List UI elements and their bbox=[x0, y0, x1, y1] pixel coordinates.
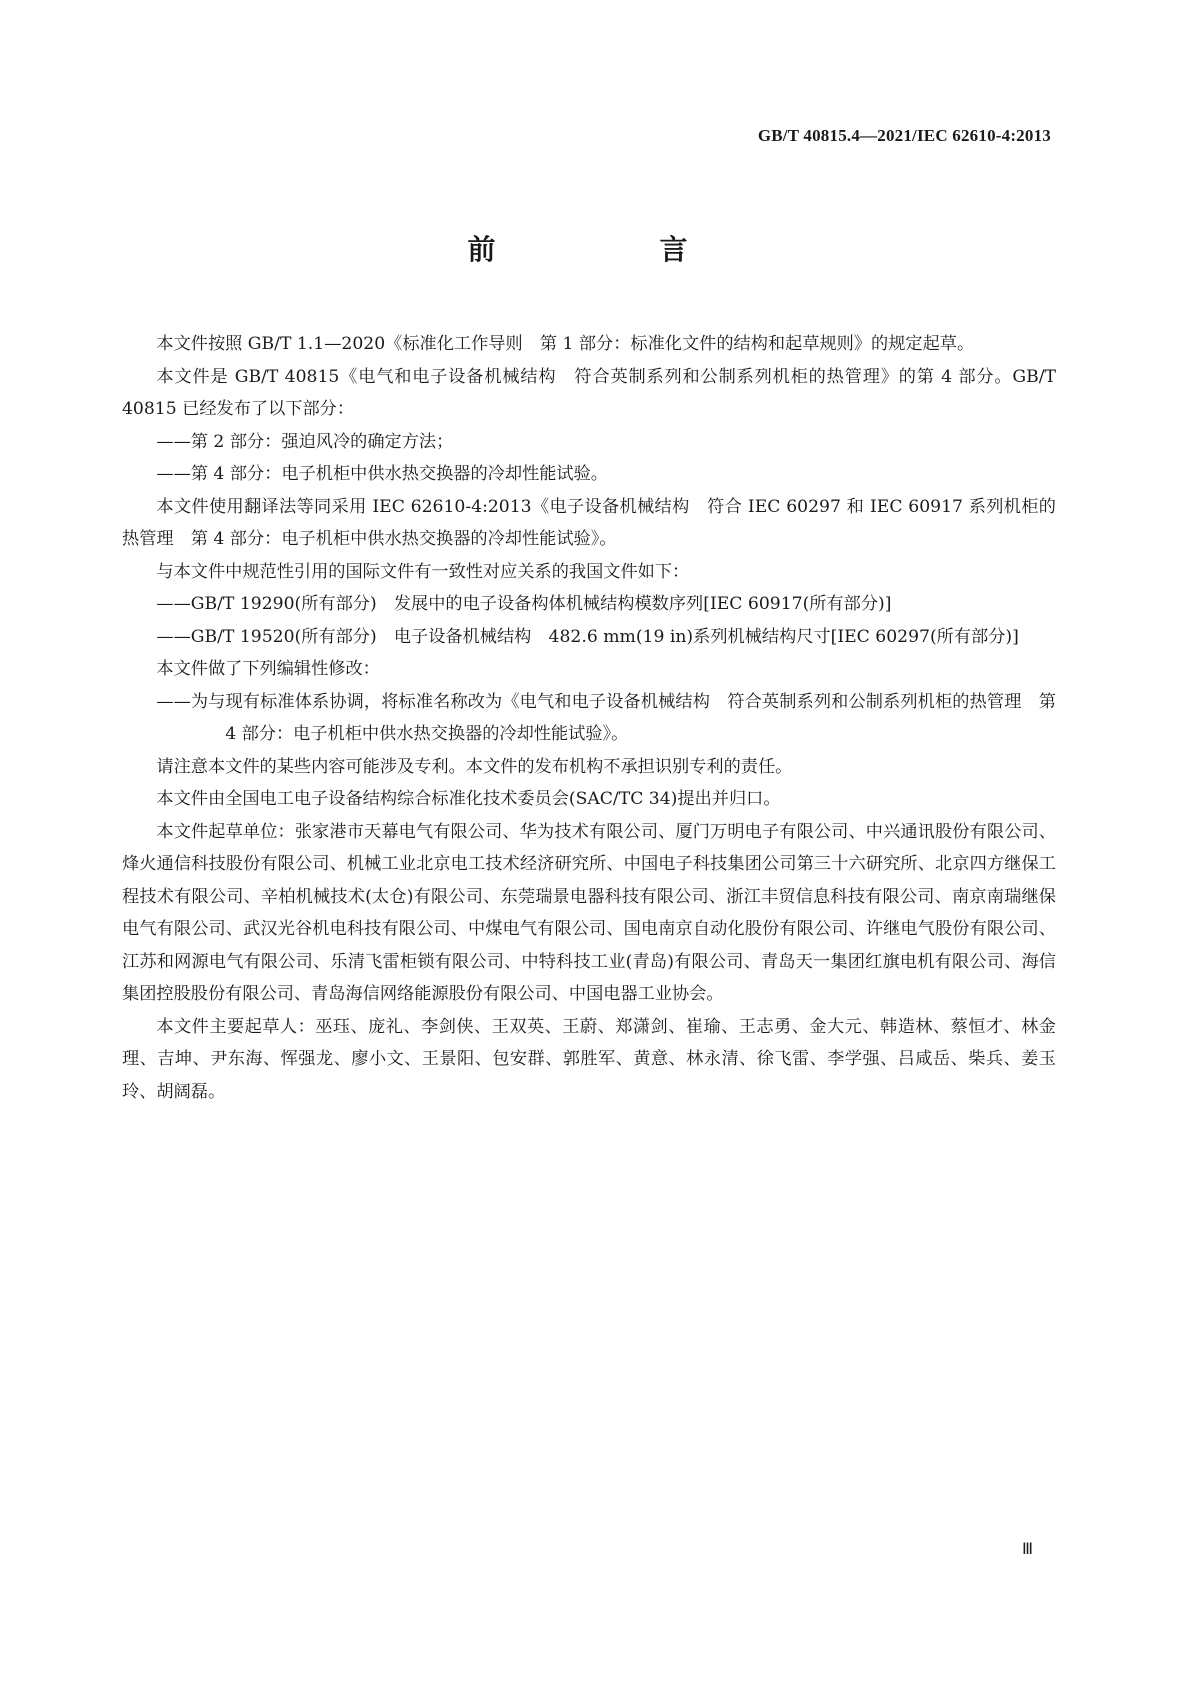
paragraph-drafters: 本文件主要起草人：巫珏、庞礼、李剑侠、王双英、王蔚、郑潇剑、崔瑜、王志勇、金大元、韩造林、蔡恒才、林金理、吉坤、尹东海、恽强龙、廖小文、王景阳、包安群、郭胜军、黄意、林永清、徐飞雷、李学强、吕咸岳、柴兵、姜玉玲、胡阔磊。 bbox=[122, 1016, 1056, 1102]
list-item: ——GB/T 19290(所有部分) 发展中的电子设备构体机械结构模数序列[IEC 60917(所有部分)] bbox=[156, 594, 892, 614]
list-item: ——第 4 部分：电子机柜中供水热交换器的冷却性能试验。 bbox=[156, 464, 608, 484]
list-item: ——为与现有标准体系协调，将标准名称改为《电气和电子设备机械结构 符合英制系列和公制系列机柜的热管理 第 4 部分：电子机柜中供水热交换器的冷却性能试验》。 bbox=[156, 691, 1056, 744]
paragraph-committee: 本文件由全国电工电子设备结构综合标准化技术委员会(SAC/TC 34)提出并归口。 bbox=[156, 789, 781, 809]
standard-code: GB/T 40815.4—2021/IEC 62610-4:2013 bbox=[757, 126, 1051, 145]
list-item: ——GB/T 19520(所有部分) 电子设备机械结构 482.6 mm(19 in)系列机械结构尺寸[IEC 60297(所有部分)] bbox=[156, 626, 1019, 647]
page-number: Ⅲ bbox=[1021, 1541, 1033, 1558]
paragraph-drafting-units: 本文件起草单位：张家港市天幕电气有限公司、华为技术有限公司、厦门万明电子有限公司、中兴通讯股份有限公司、烽火通信科技股份有限公司、机械工业北京电工技术经济研究所、中国电子科技集团公司第三十六研究所、北京四方继保工程技术有限公司、辛柏机械技术(太仓)有限公司、东莞瑞景电器科技有限公司、浙江丰贸信息科技有限公司、南京南瑞继保电气有限公司、武汉光谷机电科技有限公司、中煤电气有限公司、国电南京自动化股份有限公司、许继电气股份有限公司、江苏和网源电气有限公司、乐清飞雷柜锁有限公司、中特科技工业(青岛)有限公司、青岛天一集团红旗电机有限公司、海信集团控股股份有限公司、青岛海信网络能源股份有限公司、中国电器工业协会。 bbox=[122, 821, 1056, 1004]
paragraph-patent-notice: 请注意本文件的某些内容可能涉及专利。本文件的发布机构不承担识别专利的责任。 bbox=[156, 756, 793, 777]
paragraph-references-intro: 与本文件中规范性引用的国际文件有一致性对应关系的我国文件如下： bbox=[156, 561, 690, 582]
preface-body bbox=[122, 328, 1056, 1108]
paragraph-adoption: 本文件使用翻译法等同采用 IEC 62610-4:2013《电子设备机械结构 符合 IEC 60297 和 IEC 60917 系列机柜的热管理 第 4 部分：电子机柜中供水热交换器的冷却性能试验》。 bbox=[122, 496, 1056, 549]
paragraph-part-info: 本文件是 GB/T 40815《电气和电子设备机械结构 符合英制系列和公制系列机柜的热管理》的第 4 部分。GB/T 40815 已经发布了以下部分： bbox=[122, 366, 1056, 419]
page-title: 前 言 bbox=[467, 233, 724, 266]
paragraph-drafting-rules: 本文件按照 GB/T 1.1—2020《标准化工作导则 第 1 部分：标准化文件的结构和起草规则》的规定起草。 bbox=[156, 334, 975, 354]
paragraph-edits-intro: 本文件做了下列编辑性修改： bbox=[156, 659, 380, 679]
list-item: ——第 2 部分：强迫风冷的确定方法； bbox=[156, 431, 454, 452]
